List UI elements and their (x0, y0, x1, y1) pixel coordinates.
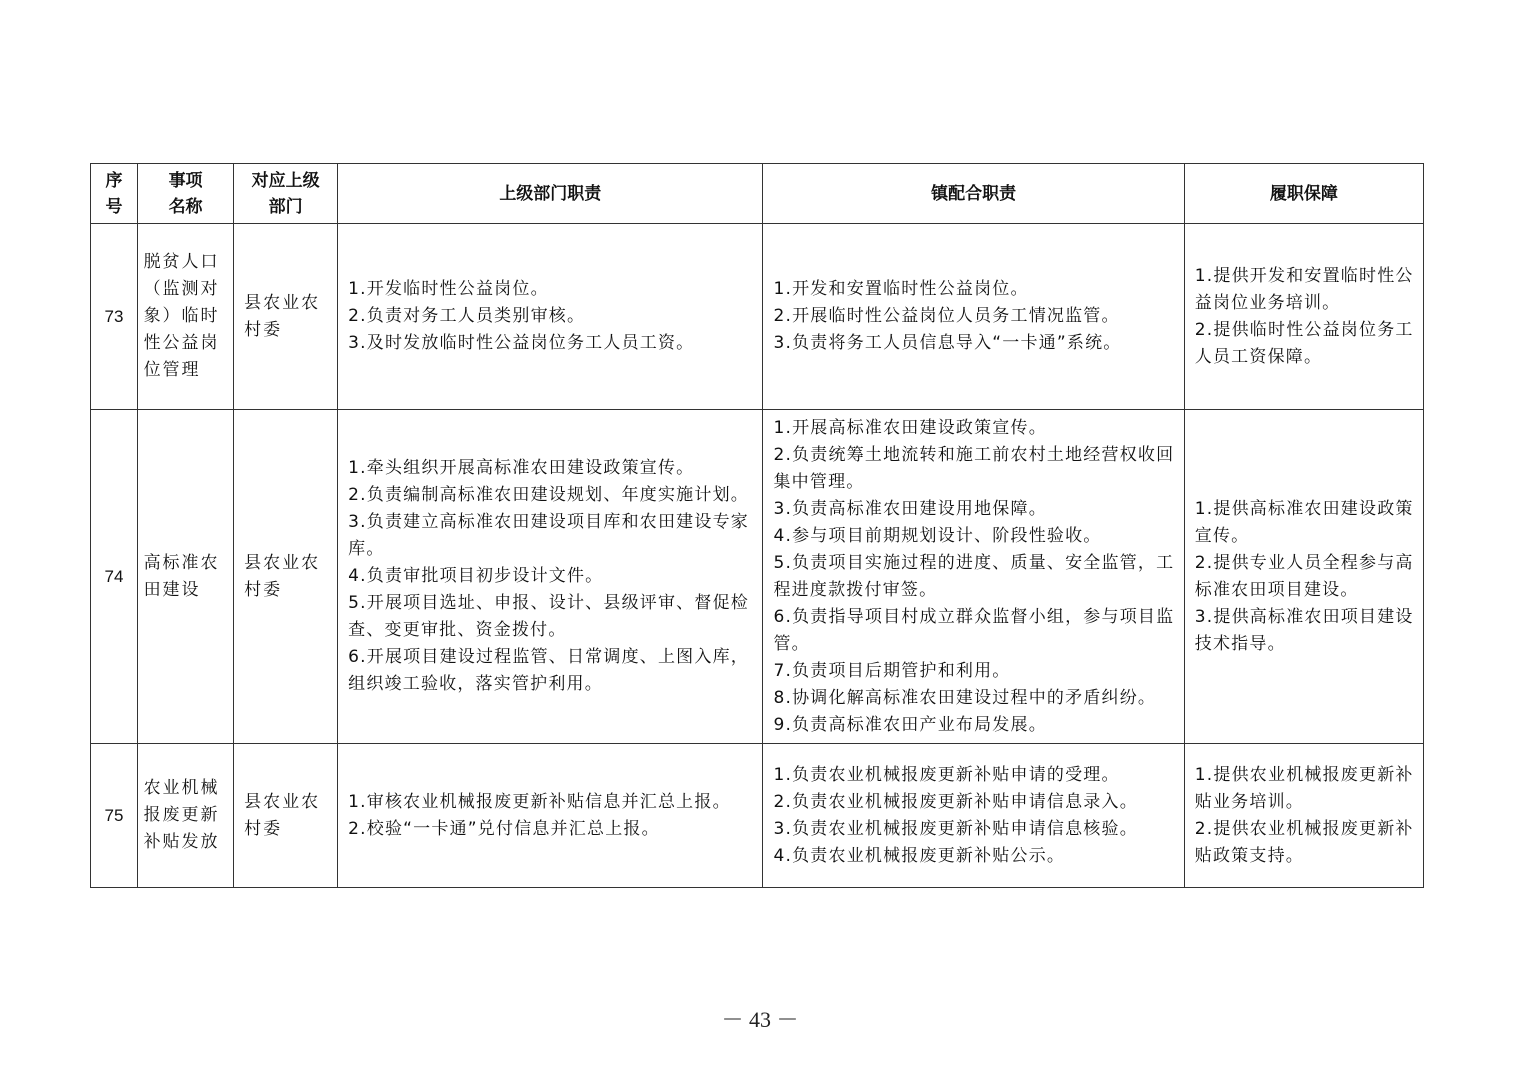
list-item: 4.参与项目前期规划设计、阶段性验收。 (773, 525, 1102, 546)
row-number: 73 (91, 224, 138, 410)
list-item: 1.提供开发和安置临时性公益岗位业务培训。 (1194, 265, 1414, 313)
dept-cell (234, 410, 338, 744)
list-item: 3.及时发放临时性公益岗位务工人员工资。 (348, 333, 695, 353)
town-duties-cell (763, 744, 1184, 888)
list-item: 6.负责指导项目村成立群众监督小组，参与项目监管。 (773, 606, 1175, 654)
town-duties-cell (763, 410, 1184, 744)
list-item: 3.负责建立高标准农田建设项目库和农田建设专家库。 (348, 512, 749, 559)
header-no-line-1: 序 (105, 170, 123, 191)
dept-name: 县农业农村委 (244, 552, 321, 600)
list-item: 2.开展临时性公益岗位人员务工情况监管。 (773, 306, 1120, 326)
item-name: 农业机械报废更新补贴发放 (143, 778, 220, 852)
list-item: 1.提供高标准农田建设政策宣传。 (1194, 498, 1414, 546)
list-item: 1.开发临时性公益岗位。 (348, 279, 549, 299)
list-item: 3.负责将务工人员信息导入“一卡通”系统。 (773, 333, 1122, 353)
row-number: 75 (91, 744, 138, 888)
upper-duties-list (338, 455, 762, 698)
guarantee-list (1185, 263, 1423, 371)
list-item: 6.开展项目建设过程监管、日常调度、上图入库，组织竣工验收，落实管护利用。 (348, 647, 749, 694)
item-name-cell (138, 410, 234, 744)
header-no (91, 164, 138, 224)
list-item: 3.提供高标准农田项目建设技术指导。 (1194, 606, 1414, 654)
header-dept (234, 164, 338, 224)
item-name-cell (138, 224, 234, 410)
town-duties-list (763, 276, 1183, 357)
guarantee-list (1185, 496, 1423, 658)
guarantee-list (1185, 762, 1423, 870)
list-item: 2.提供农业机械报废更新补贴政策支持。 (1194, 818, 1414, 866)
item-name: 高标准农田建设 (143, 552, 220, 600)
responsibility-table (90, 163, 1424, 888)
header-name (138, 164, 234, 224)
header-name-line-2: 名称 (168, 196, 203, 217)
upper-duties-list (338, 276, 762, 357)
header-town-duties: 镇配合职责 (763, 164, 1184, 224)
list-item: 2.提供专业人员全程参与高标准农田项目建设。 (1194, 552, 1414, 600)
guarantee-cell (1184, 410, 1423, 744)
dept-name: 县农业农村委 (244, 292, 321, 340)
dept-cell (234, 744, 338, 888)
item-name: 脱贫人口（监测对象）临时性公益岗位管理 (143, 252, 220, 380)
guarantee-cell (1184, 744, 1423, 888)
upper-duties-list (338, 789, 762, 843)
list-item: 1.开展高标准农田建设政策宣传。 (773, 417, 1047, 438)
list-item: 2.负责编制高标准农田建设规划、年度实施计划。 (348, 485, 749, 505)
list-item: 2.提供临时性公益岗位务工人员工资保障。 (1194, 319, 1414, 367)
list-item: 2.负责统筹土地流转和施工前农村土地经营权收回集中管理。 (773, 444, 1175, 492)
list-item: 1.审核农业机械报废更新补贴信息并汇总上报。 (348, 791, 731, 812)
table-header-row (91, 164, 1424, 224)
table-row (91, 410, 1424, 744)
header-upper-duties: 上级部门职责 (338, 164, 763, 224)
header-no-line-2: 号 (105, 196, 123, 217)
list-item: 3.负责高标准农田建设用地保障。 (773, 498, 1047, 519)
dept-name: 县农业农村委 (244, 791, 321, 839)
dept-cell (234, 224, 338, 410)
list-item: 5.负责项目实施过程的进度、质量、安全监管，工程进度款拨付审签。 (773, 552, 1175, 600)
upper-duties-cell (338, 224, 763, 410)
list-item: 2.负责农业机械报废更新补贴申请信息录入。 (773, 791, 1138, 812)
list-item: 2.负责对务工人员类别审核。 (348, 306, 586, 326)
list-item: 1.提供农业机械报废更新补贴业务培训。 (1194, 764, 1414, 812)
town-duties-list (763, 762, 1183, 870)
list-item: 3.负责农业机械报废更新补贴申请信息核验。 (773, 818, 1138, 839)
upper-duties-cell (338, 744, 763, 888)
page-number: － 43 － (721, 1007, 799, 1032)
town-duties-list (763, 415, 1183, 739)
row-number: 74 (91, 410, 138, 744)
list-item: 8.协调化解高标准农田建设过程中的矛盾纠纷。 (773, 687, 1157, 708)
header-guarantee: 履职保障 (1184, 164, 1423, 224)
list-item: 2.校验“一卡通”兑付信息并汇总上报。 (348, 818, 660, 839)
table-row (91, 224, 1424, 410)
list-item: 9.负责高标准农田产业布局发展。 (773, 714, 1047, 735)
list-item: 4.负责农业机械报废更新补贴公示。 (773, 845, 1066, 866)
list-item: 1.牵头组织开展高标准农田建设政策宣传。 (348, 458, 695, 478)
town-duties-cell (763, 224, 1184, 410)
list-item: 1.负责农业机械报废更新补贴申请的受理。 (773, 764, 1120, 785)
item-name-cell (138, 744, 234, 888)
upper-duties-cell (338, 410, 763, 744)
guarantee-cell (1184, 224, 1423, 410)
list-item: 7.负责项目后期管护和利用。 (773, 660, 1011, 681)
list-item: 5.开展项目选址、申报、设计、县级评审、督促检查、变更审批、资金拨付。 (348, 593, 749, 640)
table-row (91, 744, 1424, 888)
list-item: 4.负责审批项目初步设计文件。 (348, 566, 604, 586)
header-dept-line-1: 对应上级 (251, 170, 320, 191)
list-item: 1.开发和安置临时性公益岗位。 (773, 279, 1029, 299)
header-dept-line-2: 部门 (268, 196, 303, 217)
header-name-line-1: 事项 (168, 170, 203, 191)
